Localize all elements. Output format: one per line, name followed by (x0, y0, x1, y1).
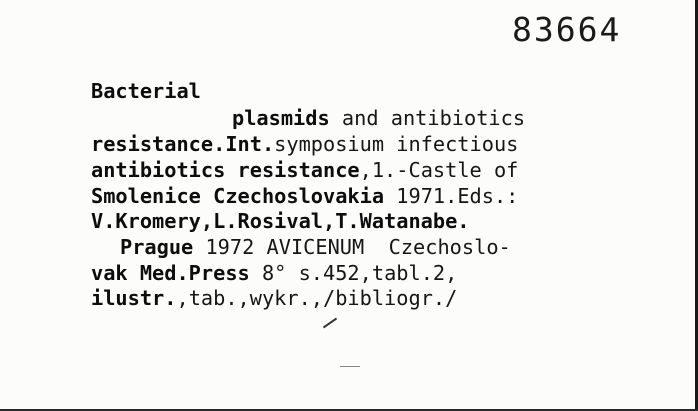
line-3-bold: resistance.Int. (91, 132, 275, 156)
line-4-bold: antibiotics resistance (91, 158, 360, 182)
line-7-plain: 1972 AVICENUM Czechoslo- (193, 235, 511, 259)
line-5-bold: Smolenice Czechoslovakia (91, 184, 385, 208)
line-2-bold: plasmids (232, 106, 330, 130)
line-1-bold: Bacterial (91, 79, 201, 103)
line-7-bold: Prague (120, 235, 194, 259)
card-line-5 (91, 185, 518, 207)
line-5-plain: 1971.Eds.: (384, 184, 519, 208)
line-8-plain: 8° s.452,tabl.2, (249, 261, 458, 285)
card-line-7 (120, 236, 511, 258)
card-line-3 (91, 133, 518, 155)
line-8-bold: vak Med.Press (91, 261, 250, 285)
pen-mark (323, 318, 337, 329)
line-9-plain: ,tab.,wykr.,/bibliogr./ (176, 286, 458, 310)
line-6-bold: V.Kromery,L.Rosival,T.Watanabe. (91, 209, 470, 233)
card-line-6 (91, 210, 470, 232)
card-line-8 (91, 262, 457, 284)
card-line-4 (91, 159, 518, 181)
line-9-bold: ilustr. (91, 286, 177, 310)
ink-smudge (340, 366, 360, 367)
line-4-plain: ,1.-Castle of (359, 158, 519, 182)
accession-number: 83664 (512, 10, 622, 49)
card-line-9 (91, 287, 457, 309)
line-3-plain: symposium infectious (274, 132, 519, 156)
card-line-1 (91, 80, 201, 102)
card-line-2 (232, 107, 525, 129)
line-2-plain: and antibiotics (329, 106, 526, 130)
